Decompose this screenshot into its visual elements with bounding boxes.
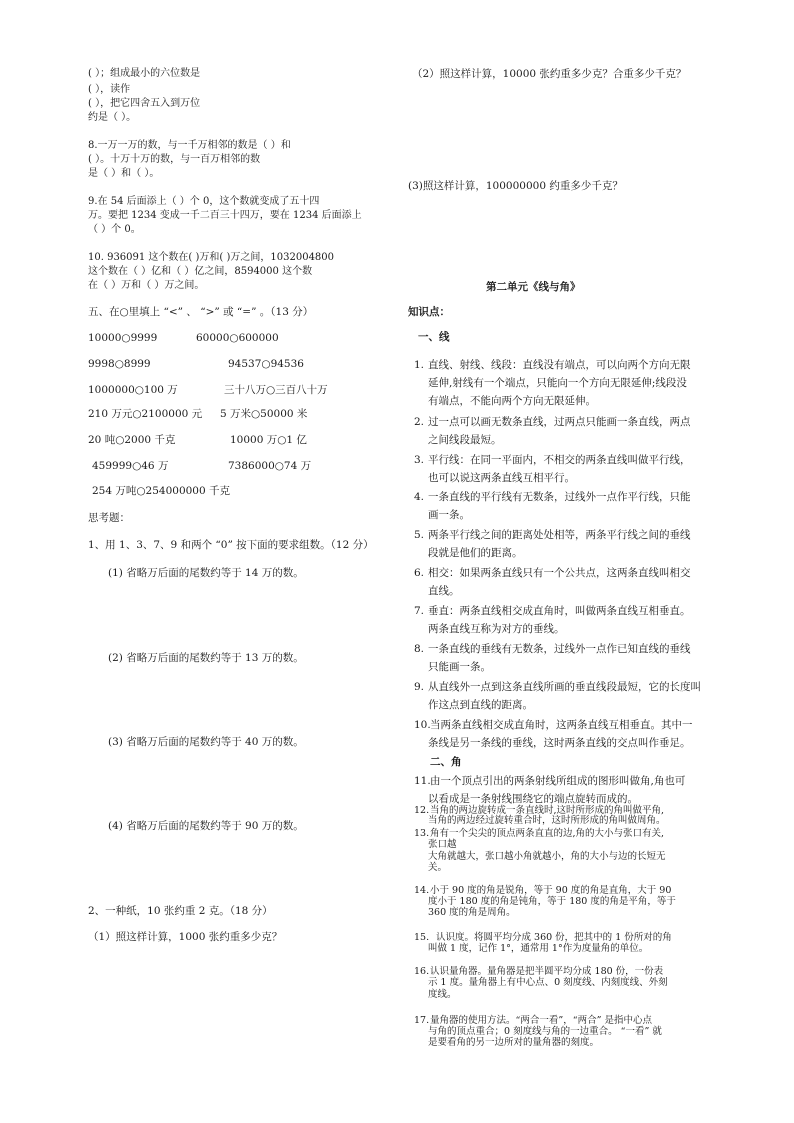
point-2-line1: 过一点可以画无数条直线，过两点只能画一条直线，两点 [428,416,691,428]
point-8-line1: 一条直线的垂线有无数条，过线外一点作已知直线的垂线 [428,643,691,655]
point-14-number: 14. [414,885,430,896]
point-14-line3: 360 度的角是周角。 [428,907,516,918]
point-2-line2: 之间线段最短。 [428,434,502,446]
point-10-line2: 条线是另一条线的垂线，这时两条直线的交点叫作垂足。 [428,737,691,749]
q1-title: 1、用 1、3、7、9 和两个 “0” 按下面的要求组数。（12 分） [88,539,374,551]
point-12-line1: 当角的两边旋转成一条直线时,这时所形成的角叫做平角, [430,805,665,816]
compare-a-5: 20 吨○2000 千克 [88,434,176,446]
point-17-number: 17. [414,1015,430,1026]
knowledge-label: 知识点： [408,306,450,318]
point-10-line1: 当两条直线相交成直角时，这两条直线互相垂直。其中一 [430,719,693,731]
point-7-line2: 两条直线互称为对方的垂线。 [428,623,565,635]
point-6-line2: 直线。 [428,585,460,597]
point-12-line2: 当角的两边经过旋转重合时，这时所形成的角叫做周角。 [428,815,666,826]
part1-heading: 一、线 [418,331,450,343]
point-8-line2: 只能画一条。 [428,661,491,673]
q1-item-1: (1) 省略万后面的尾数约等于 14 万的数。 [108,567,304,579]
compare-b-6: 7386000○74 万 [228,460,312,472]
point-13-number: 13. [414,828,430,839]
q7-line3: ( ），把它四舍五入到万位 [88,98,201,109]
compare-b-2: 94537○94536 [228,358,304,370]
point-15-number: 15. [414,932,430,943]
point-15-line2: 叫做 1 度，记作 1°，通常用 1°作为度量角的单位。 [428,943,649,954]
point-12-number: 12. [414,805,430,816]
q1-item-3: (3) 省略万后面的尾数约等于 40 万的数。 [108,736,304,748]
point-16-line1: 认识量角器。量角器是把半圆平均分成 180 份，一份表 [430,966,664,977]
point-14-line1: 小于 90 度的角是锐角，等于 90 度的角是直角，大于 90 [430,885,672,896]
point-9-line1: 从直线外一点到这条直线所画的垂直线段最短，它的长度叫 [428,681,701,693]
compare-b-3: 三十八万○三百八十万 [224,384,328,396]
q8-line2: ( ）。十万十万的数，与一百万相邻的数 [88,154,261,165]
q9-line1: 9.在 54 后面添上（ ）个 0，这个数就变成了五十四 [88,196,320,207]
point-3-number: 3. [414,454,425,466]
point-13-line1: 角有一个尖尖的顶点两条直直的边,角的大小与张口有关, [430,828,665,839]
point-16-number: 16. [414,966,430,977]
section5-title: 五、在○里填上 “<” 、 “>” 或 “=” 。（13 分） [88,306,314,318]
point-1-line2: 延伸,射线有一个端点，只能向一个方向无限延伸;线段没 [428,377,687,389]
q7-line1: ( ）；组成最小的六位数是 [88,68,201,79]
point-7-number: 7. [414,605,425,617]
q8-line1: 8.一万一万的数，与一千万相邻的数是（ ）和 [88,140,291,151]
point-13-line2: 张口越 [428,839,457,850]
point-6-line1: 相交：如果两条直线只有一个公共点，这两条直线叫相交 [428,567,691,579]
q10-line3: 在（ ）万和（ ）万之间。 [88,280,205,291]
q1-item-2: (2) 省略万后面的尾数约等于 13 万的数。 [108,652,304,664]
q7-line4: 约是（ ）。 [88,112,137,123]
q10-line2: 这个数在（ ）亿和（ ）亿之间，8594000 这个数 [88,266,313,277]
point-1-line1: 直线、射线、线段：直线没有端点，可以向两个方向无限 [428,359,691,371]
point-11-line2: 以看成是一条射线围绕它的端点旋转而成的。 [428,793,638,805]
unit-title: 第二单元《线与角》 [486,281,581,293]
compare-a-4: 210 万元○2100000 元 [88,408,203,420]
q8-line3: 是（ ）和（ ）。 [88,168,160,179]
point-13-line3: 大角就越大，张口越小角就越小，角的大小与边的长短无 [428,851,666,862]
think-title: 思考题： [88,512,130,524]
point-13-line4: 关。 [428,862,448,873]
point-4-line2: 画一条。 [428,509,470,521]
compare-a-3: 1000000○100 万 [88,384,178,396]
point-5-number: 5. [414,529,425,541]
point-3-line2: 也可以说这两条直线互相平行。 [428,472,575,484]
point-14-line2: 度小于 180 度的角是钝角，等于 180 度的角是平角，等于 [428,896,676,907]
q2-sub1: （1）照这样计算，1000 张约重多少克？ [88,931,283,943]
point-17-line1: 量角器的使用方法。“两合一看”，“两合” 是指中心点 [430,1015,652,1026]
compare-b-5: 10000 万○1 亿 [230,434,307,446]
compare-b-4: 5 万米○50000 米 [220,408,308,420]
q1-item-4: (4) 省略万后面的尾数约等于 90 万的数。 [108,820,304,832]
point-11-number: 11. [414,775,431,787]
point-17-line3: 是要看角的另一边所对的量角器的刻度。 [428,1037,600,1048]
q2-sub2: （2）照这样计算，10000 张约重多少克？合重多少千克？ [412,68,687,80]
q7-line2: ( ），读作 [88,84,131,95]
point-4-number: 4. [414,491,425,503]
point-16-line3: 度线。 [428,989,457,1000]
compare-a-7: 254 万吨○254000000 千克 [92,485,231,497]
point-11-line1: 由一个顶点引出的两条射线所组成的图形叫做角,角也可 [430,775,686,787]
compare-a-2: 9998○8999 [88,358,151,370]
q10-line1: 10. 936091 这个数在( )万和( )万之间，1032004800 [88,252,335,263]
point-16-line2: 示 1 度。量角器上有中心点、0 刻度线、内刻度线、外刻 [428,977,668,988]
point-9-line2: 作这点到直线的距离。 [428,699,533,711]
point-8-number: 8. [414,643,425,655]
point-17-line2: 与角的顶点重合；0 刻度线与角的一边重合。 “一看” 就 [428,1026,662,1037]
q9-line3: （ ）个 0。 [88,224,141,235]
point-1-number: 1. [414,359,425,371]
q2-sub3: (3)照这样计算，100000000 约重多少千克？ [408,180,623,192]
compare-a-1: 10000○9999 [88,332,158,344]
point-5-line2: 段就是他们的距离。 [428,547,523,559]
q9-line2: 万。要把 1234 变成一千二百三十四万，要在 1234 后面添上 [88,210,362,221]
point-5-line1: 两条平行线之间的距离处处相等，两条平行线之间的垂线 [428,529,691,541]
point-9-number: 9. [414,681,425,693]
point-7-line1: 垂直：两条直线相交成直角时，叫做两条直线互相垂直。 [428,605,691,617]
q2-title: 2、一种纸，10 张约重 2 克。（18 分） [88,905,273,917]
point-6-number: 6. [414,567,425,579]
point-3-line1: 平行线：在同一平面内，不相交的两条直线叫做平行线， [428,454,691,466]
point-10-number: 10. [414,719,431,731]
compare-b-1: 60000○600000 [196,332,279,344]
point-15-line1: 认识度。将圆平均分成 360 份，把其中的 1 份所对的角 [436,932,672,943]
point-4-line1: 一条直线的平行线有无数条，过线外一点作平行线，只能 [428,491,691,503]
point-1-line3: 有端点，不能向两个方向无限延伸。 [428,395,596,407]
part2-heading: 二、角 [430,756,462,768]
compare-a-6: 459999○46 万 [92,460,169,472]
point-2-number: 2. [414,416,425,428]
